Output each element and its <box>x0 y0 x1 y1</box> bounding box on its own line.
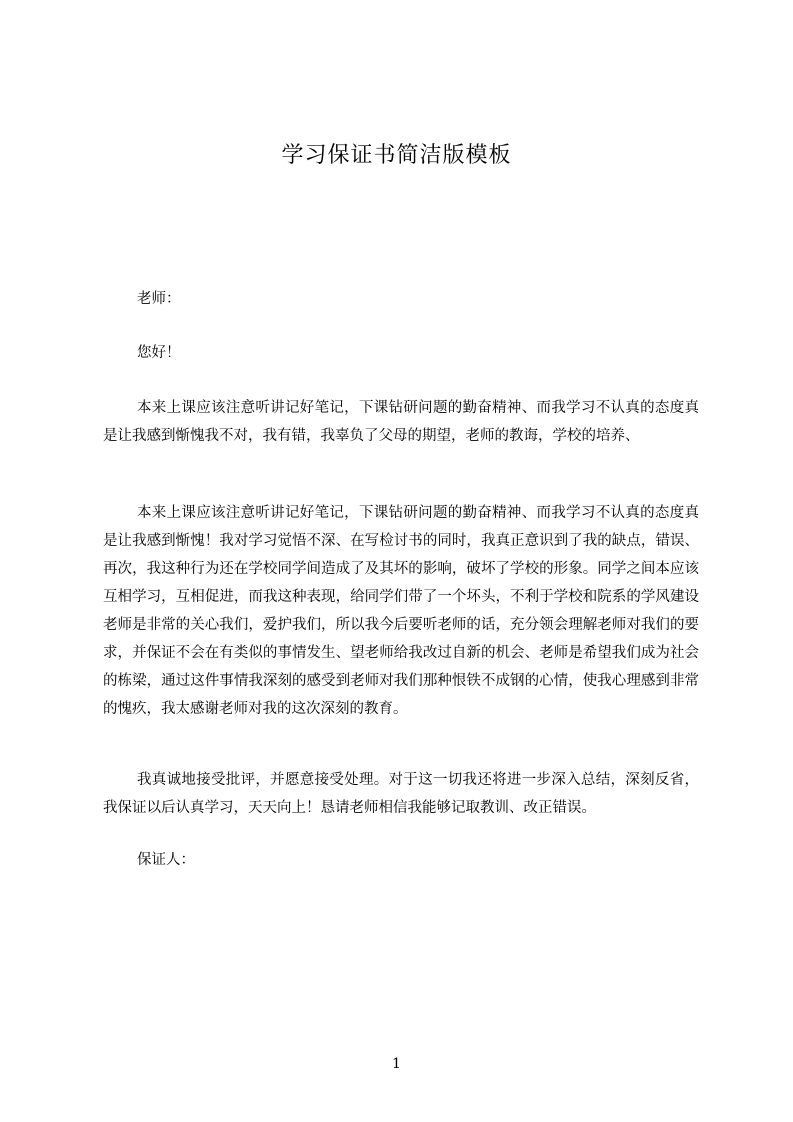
body-paragraph-1: 本来上课应该注意听讲记好笔记，下课钻研问题的勤奋精神、而我学习不认真的态度真是让我感到惭愧我不对，我有错，我辜负了父母的期望，老师的教诲，学校的培养、 <box>103 400 699 444</box>
body-paragraph-3: 我真诚地接受批评，并愿意接受处理。对于这一切我还将进一步深入总结，深刻反省，我保证以后认真学习，天天向上！恳请老师相信我能够记取教训、改正错误。 <box>103 772 699 816</box>
greeting: 您好！ <box>137 345 181 361</box>
salutation: 老师： <box>137 291 181 307</box>
body-paragraph-2: 本来上课应该注意听讲记好笔记，下课钻研问题的勤奋精神、而我学习不认真的态度真是让我感到惭愧！我对学习觉悟不深、在写检讨书的同时，我真正意识到了我的缺点，错误、再次，我这种行为还在学校同学间造成了及其坏的影响，破坏了学校的形象。同学之间本应该互相学习，互相促进，而我这种表现，给同学们带了一个坏头，不利于学校和院系的学风建设老师是非常的关心我们，爱护我们，所以我今后要听老师的话，充分领会理解老师对我们的要求，并保证不会在有类似的事情发生、望老师给我改过自新的机会、老师是希望我们成为社会的栋梁，通过这件事情我深刻的感受到老师对我们那种恨铁不成钢的心情，使我心理感到非常的愧疚，我太感谢老师对我的这次深刻的教育。 <box>103 505 699 717</box>
signature-label: 保证人： <box>137 852 195 868</box>
document-title: 学习保证书简洁版模板 <box>281 143 512 168</box>
page-number: 1 <box>392 1056 401 1072</box>
